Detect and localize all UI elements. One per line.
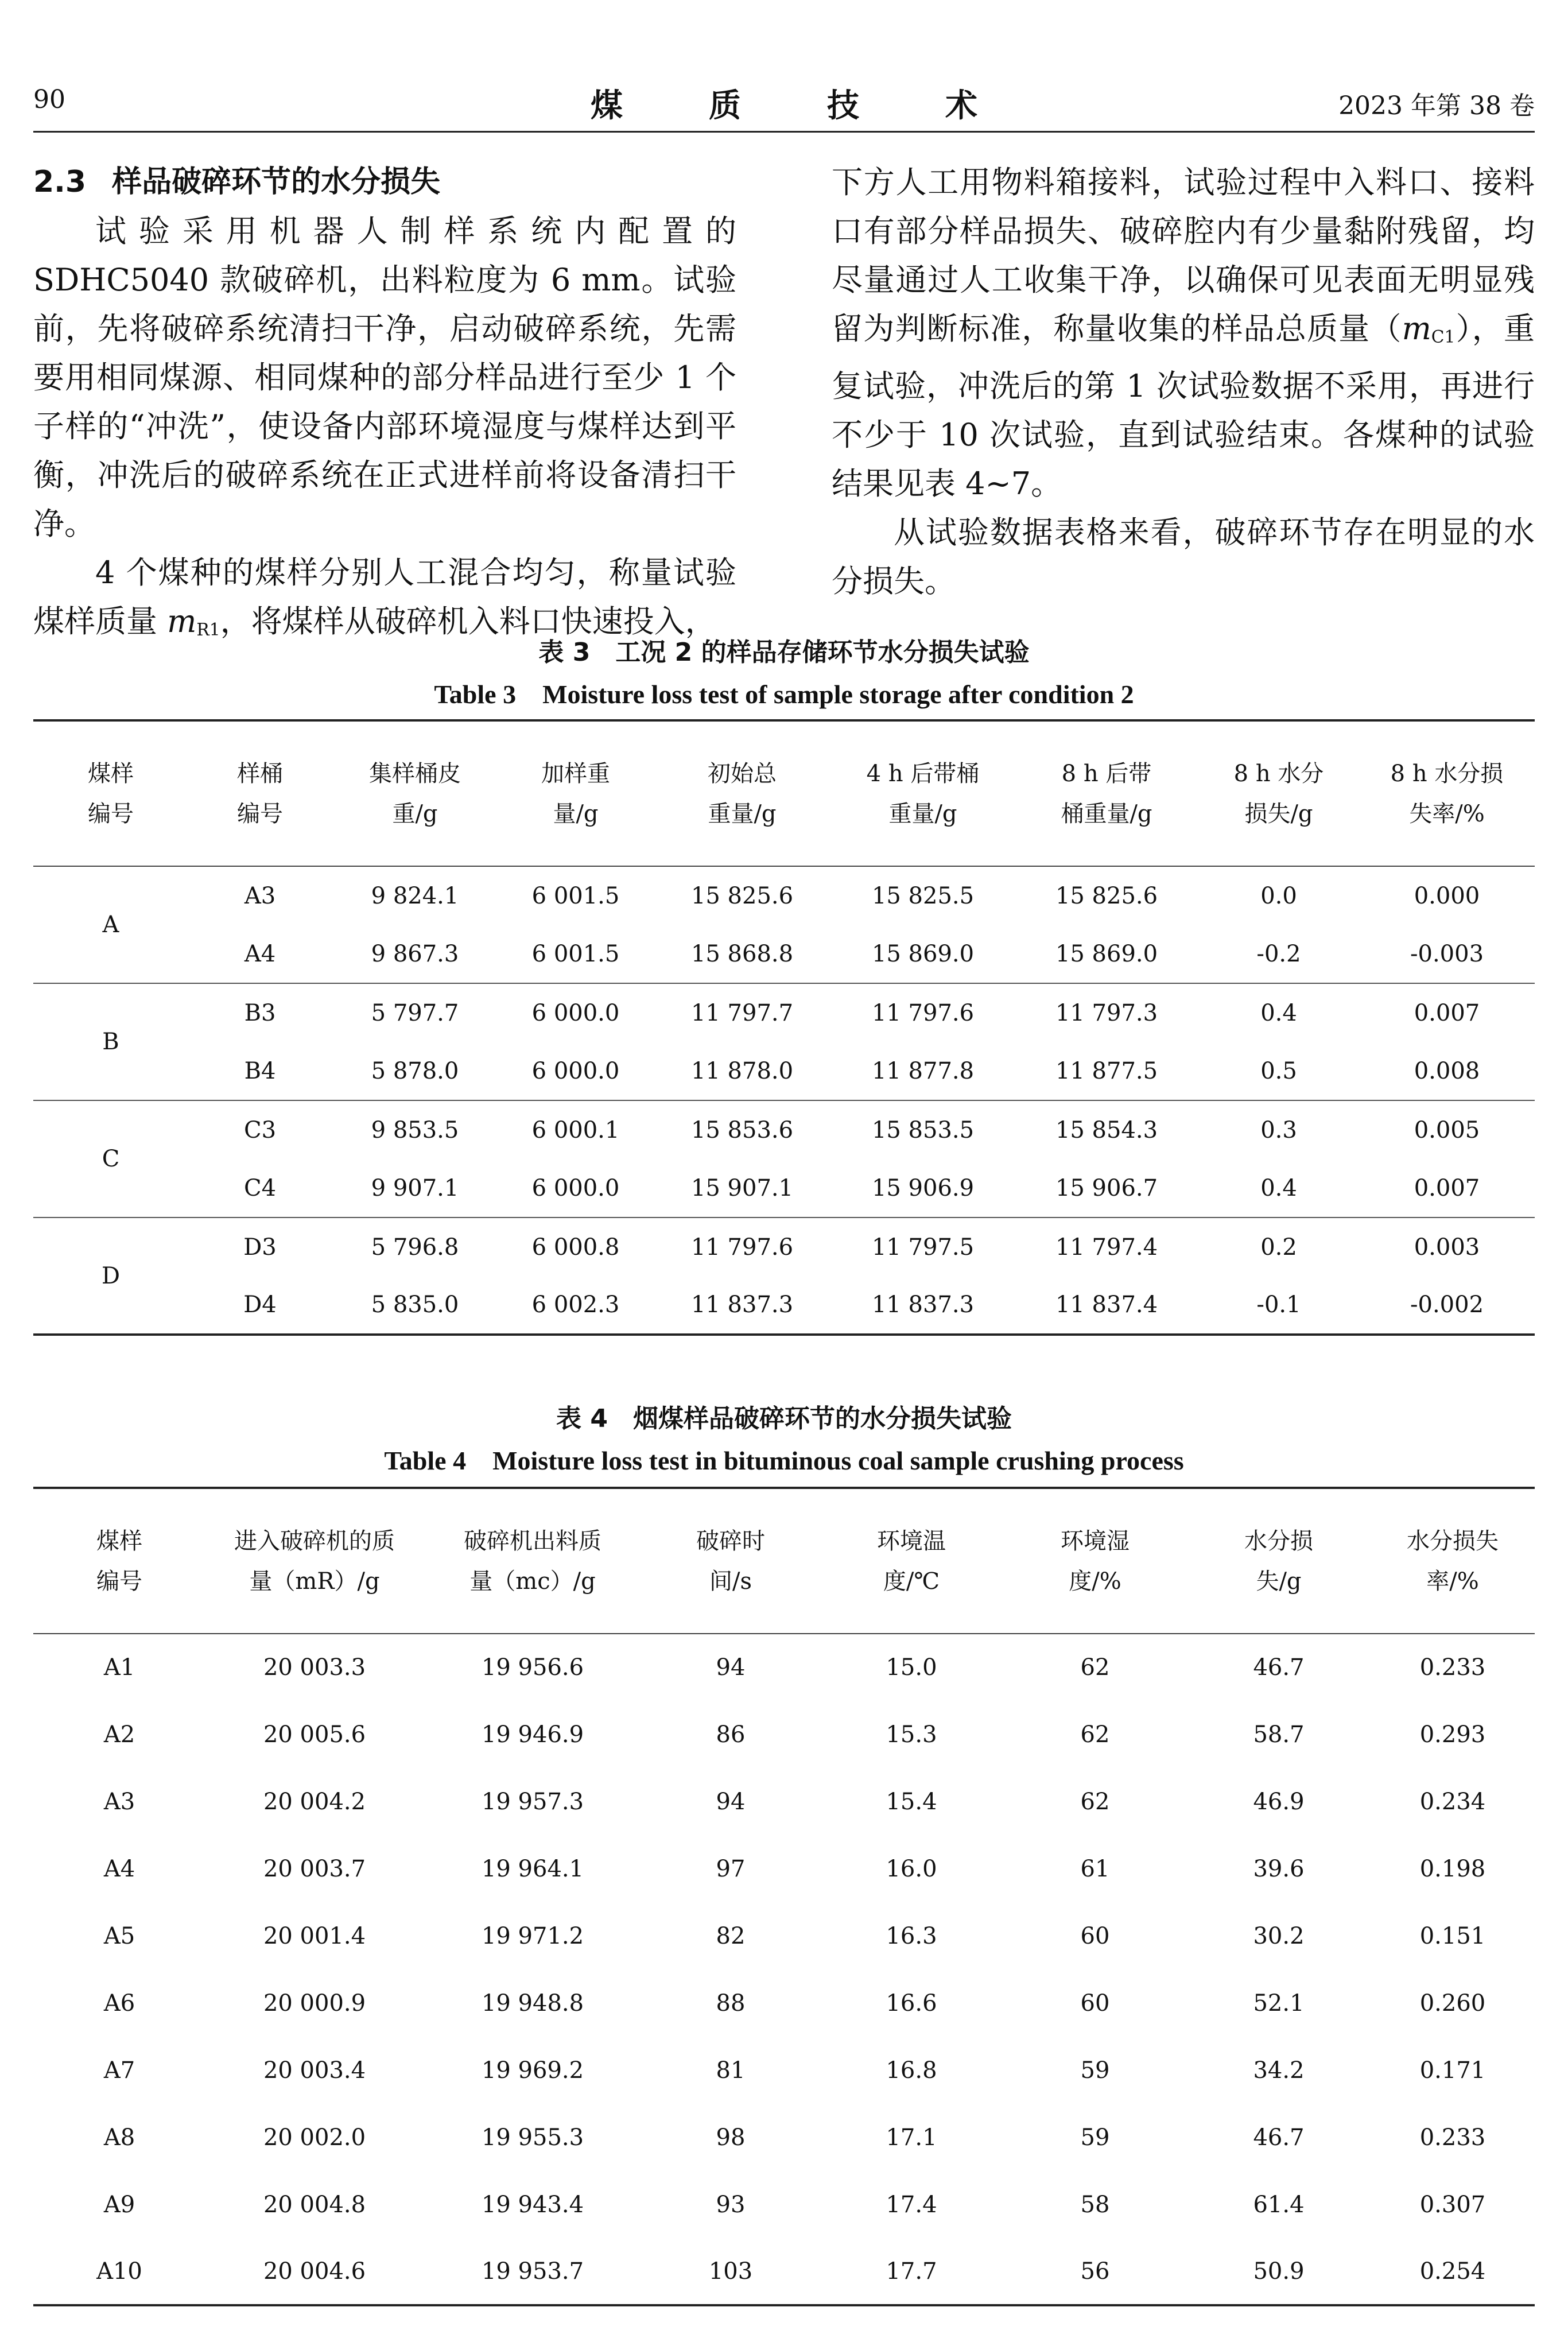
column-header-line: 编号 (96, 1568, 142, 1595)
table-cell: 16.6 (886, 1990, 937, 2017)
column-header (33, 1488, 205, 1634)
table-cell: 16.8 (886, 2057, 937, 2084)
table-cell: 0.000 (1414, 882, 1480, 909)
table-cell: 88 (716, 1990, 746, 2017)
table-cell: 0.233 (1419, 1654, 1486, 1681)
table-cell: 20 003.7 (263, 1855, 366, 1882)
table-row (33, 866, 1535, 925)
page-number: 90 (33, 85, 65, 114)
table-cell: -0.2 (1256, 940, 1301, 967)
table-row (33, 1835, 1535, 1902)
column-header-line: 编号 (88, 800, 134, 827)
table-cell: A2 (103, 1721, 135, 1748)
column-header-line: 重量/g (888, 800, 957, 827)
table-row (33, 1042, 1535, 1100)
table-cell: 15.4 (886, 1788, 937, 1815)
table3-header-row (33, 720, 1535, 866)
table-cell: C4 (243, 1174, 277, 1201)
column-header-line: 量/g (553, 800, 599, 827)
column-header (424, 1488, 642, 1634)
section-number: 2.3 (33, 165, 87, 199)
table-cell: 58 (1080, 2191, 1110, 2218)
paragraph: 从试验数据表格来看，破碎环节存在明显的水分损失。 (832, 514, 1535, 599)
table4 (33, 1487, 1535, 2306)
table-cell: A6 (103, 1990, 135, 2017)
column-header-line: 率/% (1426, 1568, 1479, 1595)
table-row (33, 1902, 1535, 1969)
table-cell: 9 907.1 (371, 1174, 459, 1201)
table-cell: 11 837.3 (871, 1292, 975, 1318)
table4-caption-en: Table 4 Moisture loss test in bituminous coal sample crushing process (384, 1446, 1184, 1475)
table-cell: 0.4 (1260, 1174, 1297, 1201)
table-cell: 17.1 (886, 2124, 937, 2151)
table-cell: 52.1 (1253, 1990, 1305, 2017)
math-subscript: R1 (196, 619, 220, 640)
paragraph: 试验采用机器人制样系统内配置的 SDHC5040 款破碎机，出料粒度为 6 mm。试验前，先将破碎系统清扫干净，启动破碎系统，先需要用相同煤源、相同煤种的部分样品进行至少 1 个子样的“冲洗”，使设备内部环境湿度与煤样达到平衡，冲洗后的破碎系统在正式进样前将设备清扫干净。 (33, 213, 736, 542)
table-cell: 15 906.9 (871, 1174, 975, 1201)
column-header-line: 水分损失 (1407, 1527, 1499, 1554)
math-variable: m (167, 603, 197, 639)
column-header-line: 量（mc）/g (469, 1568, 596, 1595)
table-cell: 19 957.3 (481, 1788, 584, 1815)
table-cell: 15 825.6 (1055, 882, 1158, 909)
table-cell: 11 797.6 (871, 999, 975, 1026)
table-cell: 19 946.9 (481, 1721, 584, 1748)
table-cell: B3 (244, 999, 276, 1026)
table-cell: 11 837.4 (1055, 1292, 1158, 1318)
table-row (33, 1276, 1535, 1335)
table-cell: 11 877.5 (1055, 1057, 1158, 1084)
table-cell: 56 (1080, 2258, 1110, 2285)
right-column (832, 158, 1535, 606)
table-row (33, 2238, 1535, 2305)
table-cell: 94 (716, 1654, 746, 1681)
table-cell: 17.4 (886, 2191, 937, 2218)
table-cell: 15.0 (886, 1654, 937, 1681)
table-cell: 15 906.7 (1055, 1174, 1158, 1201)
table-cell: -0.002 (1410, 1292, 1484, 1318)
table-cell: 5 835.0 (371, 1292, 459, 1318)
math-variable: m (1402, 311, 1431, 347)
table-cell: 82 (716, 1922, 746, 1949)
column-header (1187, 1488, 1371, 1634)
column-header-line: 集样桶皮 (369, 760, 461, 787)
table-row (33, 1768, 1535, 1835)
table-cell: 0.254 (1419, 2258, 1486, 2285)
table-row (33, 1217, 1535, 1276)
table4-caption-cn: 表 4 烟煤样品破碎环节的水分损失试验 (556, 1404, 1012, 1433)
column-header-line: 环境湿 (1061, 1527, 1130, 1554)
table-cell: B4 (244, 1057, 276, 1084)
table3-body (33, 866, 1535, 1335)
table4-header-row (33, 1488, 1535, 1634)
table-cell: 15 825.5 (871, 882, 975, 909)
table-row (33, 1634, 1535, 1701)
table-cell: 16.0 (886, 1855, 937, 1882)
table-cell: A3 (244, 882, 276, 909)
table-cell: 0.260 (1419, 1990, 1486, 2017)
sample-id-cell: B (102, 1029, 119, 1055)
table-cell: 11 797.5 (871, 1234, 975, 1261)
column-header (831, 720, 1015, 866)
table-cell: 97 (716, 1855, 746, 1882)
column-header-line: 煤样 (88, 760, 134, 787)
column-header (498, 720, 653, 866)
table-cell: 20 004.8 (263, 2191, 366, 2218)
table-row (33, 2171, 1535, 2238)
column-header-line: 初始总 (708, 760, 777, 787)
table-cell: 6 000.0 (531, 1057, 620, 1084)
table-cell: 11 797.7 (690, 999, 794, 1026)
column-header (1359, 720, 1535, 866)
sample-id-cell: A (102, 912, 119, 938)
table-cell: 19 943.4 (481, 2191, 584, 2218)
table-cell: 19 969.2 (481, 2057, 584, 2084)
table-cell: 19 948.8 (481, 1990, 584, 2017)
table-cell: 11 837.3 (690, 1292, 794, 1318)
column-header-line: 量（mR）/g (249, 1568, 380, 1595)
table-cell: 58.7 (1253, 1721, 1305, 1748)
column-header-line: 煤样 (96, 1527, 142, 1554)
table-cell: 20 002.0 (263, 2124, 366, 2151)
column-header (642, 1488, 820, 1634)
table-row (33, 2104, 1535, 2171)
table-cell: 61 (1080, 1855, 1110, 1882)
column-header-line: 度/% (1069, 1568, 1121, 1595)
table-cell: 19 955.3 (481, 2124, 584, 2151)
table-cell: 9 824.1 (371, 882, 459, 909)
table3-caption-en: Table 3 Moisture loss test of sample storage after condition 2 (434, 680, 1134, 709)
table-cell: 15 853.5 (871, 1116, 975, 1143)
table-cell: 86 (716, 1721, 746, 1748)
table-cell: 59 (1080, 2057, 1110, 2084)
table-cell: 0.307 (1419, 2191, 1486, 2218)
column-header (188, 720, 332, 866)
table-cell: 19 953.7 (481, 2258, 584, 2285)
table-cell: 0.005 (1414, 1116, 1480, 1143)
table-row (33, 1159, 1535, 1217)
table-cell: 11 878.0 (690, 1057, 794, 1084)
column-header-line: 损失/g (1244, 800, 1313, 827)
table-cell: 9 853.5 (371, 1116, 459, 1143)
column-header-line: 破碎时 (696, 1527, 765, 1554)
column-header (1198, 720, 1359, 866)
column-header-line: 重/g (392, 800, 438, 827)
table-cell: A10 (96, 2258, 142, 2285)
table-row (33, 1701, 1535, 1768)
column-header-line: 8 h 水分 (1233, 760, 1324, 787)
table-cell: 103 (708, 2258, 753, 2285)
table-cell: 11 797.3 (1055, 999, 1158, 1026)
table-cell: 11 877.8 (871, 1057, 975, 1084)
table3 (33, 719, 1535, 1336)
table-cell: A4 (103, 1855, 135, 1882)
column-header-line: 重量/g (708, 800, 777, 827)
table-cell: 6 000.0 (531, 999, 620, 1026)
column-header-line: 失率/% (1409, 800, 1485, 827)
column-header-line: 间/s (709, 1568, 752, 1595)
table-cell: 15 853.6 (690, 1116, 794, 1143)
table-cell: 20 004.2 (263, 1788, 366, 1815)
table-cell: A3 (103, 1788, 135, 1815)
table-cell: A8 (103, 2124, 135, 2151)
column-header (332, 720, 498, 866)
table-cell: 16.3 (886, 1922, 937, 1949)
table-cell: 15 854.3 (1055, 1116, 1158, 1143)
table-cell: 20 003.3 (263, 1654, 366, 1681)
column-header (1371, 1488, 1535, 1634)
table-cell: 59 (1080, 2124, 1110, 2151)
table-cell: 81 (716, 2057, 746, 2084)
text-run: ），重复试验，冲洗后的第 1 次试验数据不采用，再进行不少于 10 次试验，直到试验结束。各煤种的试验结果见表 4~7。 (832, 311, 1535, 502)
table-cell: 0.3 (1260, 1116, 1297, 1143)
header-rule (33, 131, 1535, 133)
table-cell: 94 (716, 1788, 746, 1815)
table-cell: 5 796.8 (371, 1234, 459, 1261)
table-cell: 0.233 (1419, 2124, 1486, 2151)
column-header-line: 破碎机出料质 (464, 1527, 601, 1554)
table-cell: 0.003 (1414, 1234, 1480, 1261)
table-cell: 15 825.6 (690, 882, 794, 909)
column-header (205, 1488, 424, 1634)
table-cell: 46.7 (1253, 1654, 1305, 1681)
column-header-line: 8 h 水分损 (1390, 760, 1504, 787)
table-cell: 98 (716, 2124, 746, 2151)
table-cell: 6 001.5 (531, 940, 620, 967)
table-cell: 0.198 (1419, 1855, 1486, 1882)
column-header (820, 1488, 1003, 1634)
table-cell: 61.4 (1253, 2191, 1305, 2218)
section-heading (33, 158, 736, 207)
text-run: 4 个煤种的煤样分别人工混合均匀，称量试验煤样质量 (33, 554, 736, 639)
table-cell: 19 956.6 (481, 1654, 584, 1681)
table-cell: 0.171 (1419, 2057, 1486, 2084)
column-header-line: 加样重 (541, 760, 610, 787)
table-cell: 15 868.8 (690, 940, 794, 967)
table-cell: 6 000.0 (531, 1174, 620, 1201)
table-cell: 9 867.3 (371, 940, 459, 967)
table-cell: 0.234 (1419, 1788, 1486, 1815)
journal-title: 煤质技术 (591, 87, 1064, 125)
table-cell: A4 (244, 940, 276, 967)
table-cell: 0.5 (1260, 1057, 1297, 1084)
table-cell: 5 797.7 (371, 999, 459, 1026)
table-cell: 50.9 (1253, 2258, 1305, 2285)
table-cell: 15 869.0 (1055, 940, 1158, 967)
column-header-line: 4 h 后带桶 (866, 760, 980, 787)
column-header-line: 度/℃ (883, 1568, 940, 1595)
column-header-line: 8 h 后带 (1061, 760, 1152, 787)
column-header-line: 样桶 (237, 760, 283, 787)
table-cell: 6 000.8 (531, 1234, 620, 1261)
table-row (33, 1100, 1535, 1159)
math-subscript: C1 (1431, 327, 1456, 347)
table-cell: 19 971.2 (481, 1922, 584, 1949)
table-row (33, 1969, 1535, 2037)
table-row (33, 2037, 1535, 2104)
section-title: 样品破碎环节的水分损失 (112, 165, 441, 199)
table-cell: 0.008 (1414, 1057, 1480, 1084)
column-header-line: 编号 (237, 800, 283, 827)
table-cell: 0.4 (1260, 999, 1297, 1026)
table-cell: 15.3 (886, 1721, 937, 1748)
table-cell: 46.7 (1253, 2124, 1305, 2151)
table-cell: 62 (1080, 1788, 1110, 1815)
table-cell: 20 003.4 (263, 2057, 366, 2084)
table-cell: 20 001.4 (263, 1922, 366, 1949)
table-cell: 46.9 (1253, 1788, 1305, 1815)
table-cell: -0.1 (1256, 1292, 1301, 1318)
table-cell: 20 004.6 (263, 2258, 366, 2285)
paragraph (832, 158, 1535, 508)
left-column (33, 158, 736, 654)
table-cell: 62 (1080, 1654, 1110, 1681)
column-header (33, 720, 188, 866)
table-cell: 93 (716, 2191, 746, 2218)
sample-id-cell: D (101, 1262, 121, 1289)
column-header-line: 水分损 (1244, 1527, 1313, 1554)
table-cell: 19 964.1 (481, 1855, 584, 1882)
table-row (33, 983, 1535, 1042)
table-cell: -0.003 (1410, 940, 1484, 967)
column-header (653, 720, 831, 866)
table-cell: 20 000.9 (263, 1990, 366, 2017)
table4-body (33, 1634, 1535, 2305)
table-cell: 0.0 (1260, 882, 1297, 909)
table-cell: 6 000.1 (531, 1116, 620, 1143)
table-cell: 15 869.0 (871, 940, 975, 967)
column-header (1015, 720, 1198, 866)
table-cell: A5 (103, 1922, 135, 1949)
table-cell: 0.293 (1419, 1721, 1486, 1748)
column-header-line: 环境温 (877, 1527, 946, 1554)
table-cell: 15 907.1 (690, 1174, 794, 1201)
column-header-line: 桶重量/g (1061, 800, 1152, 827)
sample-id-cell: C (102, 1146, 120, 1172)
table-cell: 62 (1080, 1721, 1110, 1748)
table-cell: 60 (1080, 1990, 1110, 2017)
table3-caption-cn: 表 3 工况 2 的样品存储环节水分损失试验 (538, 638, 1030, 667)
table-cell: 5 878.0 (371, 1057, 459, 1084)
table-cell: 17.7 (886, 2258, 937, 2285)
text-run: ，将煤样从破碎机入料口快速投入， (220, 603, 716, 639)
table-cell: 0.151 (1419, 1922, 1486, 1949)
table-cell: 0.007 (1414, 1174, 1480, 1201)
table-cell: A1 (103, 1654, 135, 1681)
table-cell: 60 (1080, 1922, 1110, 1949)
table-cell: 6 002.3 (531, 1292, 620, 1318)
table-cell: 39.6 (1253, 1855, 1305, 1882)
column-header-line: 进入破碎机的质 (234, 1527, 395, 1554)
column-header-line: 失/g (1256, 1568, 1302, 1595)
column-header (1003, 1488, 1187, 1634)
table-cell: 34.2 (1253, 2057, 1305, 2084)
table-cell: 0.007 (1414, 999, 1480, 1026)
table-cell: 30.2 (1253, 1922, 1305, 1949)
text-run: 下方人工用物料箱接料，试验过程中入料口、接料口有部分样品损失、破碎腔内有少量黏附残留，均尽量通过人工收集干净，以确保可见表面无明显残留为判断标准，称量收集的样品总质量（ (832, 164, 1535, 347)
table-row (33, 925, 1535, 983)
running-header (33, 80, 1535, 126)
table-cell: C3 (243, 1116, 277, 1143)
table-cell: 0.2 (1260, 1234, 1297, 1261)
table-cell: A9 (103, 2191, 135, 2218)
table-cell: 20 005.6 (263, 1721, 366, 1748)
table-cell: D4 (243, 1292, 277, 1318)
table-cell: 6 001.5 (531, 882, 620, 909)
volume-info: 2023 年第 38 卷 (1338, 91, 1535, 121)
table-cell: D3 (243, 1234, 277, 1261)
table-cell: A7 (103, 2057, 135, 2084)
table-cell: 11 797.4 (1055, 1234, 1158, 1261)
table-cell: 11 797.6 (690, 1234, 794, 1261)
